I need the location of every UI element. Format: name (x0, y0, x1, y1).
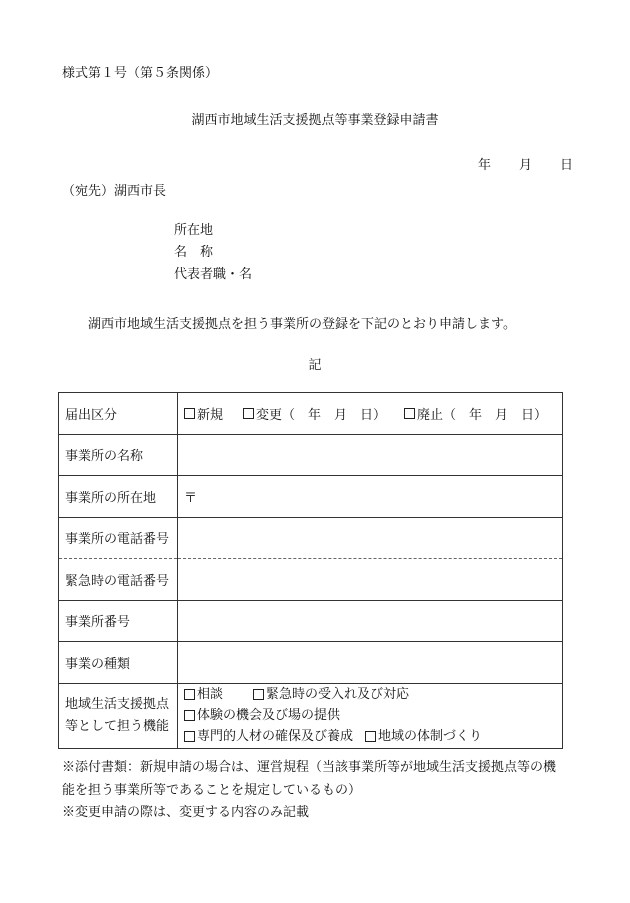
form-number: 様式第１号（第５条関係） (62, 66, 219, 81)
table-row (59, 559, 563, 601)
date-year-label: 年 (478, 158, 492, 173)
office-name-label: 事業所の名称 (59, 434, 178, 476)
table-row (59, 393, 563, 435)
emergency-phone-field[interactable] (178, 559, 563, 601)
intro-text: 湖西市地域生活支援拠点を担う事業所の登録を下記のとおり申請します。 (88, 317, 516, 332)
checkbox-icon[interactable] (253, 689, 264, 700)
table-row (59, 642, 563, 684)
postal-mark: 〒 (184, 490, 198, 506)
checkbox-icon[interactable] (184, 710, 195, 721)
notification-type-options (178, 393, 563, 435)
functions-options (178, 683, 563, 748)
option-consultation[interactable]: 相談 (184, 684, 223, 705)
checkbox-icon[interactable] (365, 731, 376, 742)
note-line-1: ※添付書類：新規申請の場合は、運営規程（当該事業所等が地域生活支援拠点等の機 (62, 760, 557, 775)
date-day-label: 日 (560, 158, 574, 173)
option-community[interactable]: 地域の体制づくり (365, 726, 482, 747)
option-experience[interactable]: 体験の機会及び場の提供 (184, 705, 340, 726)
office-address-label: 事業所の所在地 (59, 476, 178, 518)
office-address-field[interactable] (178, 476, 563, 518)
date-month-label: 月 (519, 158, 533, 173)
office-number-field[interactable] (178, 600, 563, 642)
checkbox-icon[interactable] (404, 408, 415, 419)
applicant-name-label: 名 称 (174, 245, 214, 260)
ki-heading: 記 (308, 358, 322, 373)
notification-type-label: 届出区分 (59, 393, 178, 435)
applicant-block (174, 220, 252, 286)
table-row (59, 434, 563, 476)
note-line-2: 能を担う事業所等であることを規定しているもの） (62, 782, 362, 798)
addressee: （宛先）湖西市長 (62, 184, 167, 199)
checkbox-icon[interactable] (184, 408, 195, 419)
checkbox-icon[interactable] (184, 689, 195, 700)
checkbox-icon[interactable] (243, 408, 254, 419)
applicant-representative-label: 代表者職・名 (174, 267, 253, 282)
option-abolish[interactable]: 廃止（ 年 月 日） (404, 404, 547, 423)
application-table (58, 392, 563, 749)
date-fields (478, 154, 573, 173)
office-phone-label: 事業所の電話番号 (59, 517, 178, 559)
office-number-label: 事業所番号 (59, 600, 178, 642)
office-name-field[interactable] (178, 434, 563, 476)
table-row (59, 683, 563, 748)
office-phone-field[interactable] (178, 517, 563, 559)
table-row (59, 600, 563, 642)
note-line-3: ※変更申請の際は、変更する内容のみ記載 (62, 805, 310, 820)
option-emergency-acceptance[interactable]: 緊急時の受入れ及び対応 (253, 684, 409, 705)
notes-block (62, 757, 556, 825)
business-type-field[interactable] (178, 642, 563, 684)
option-new[interactable]: 新規 (184, 404, 223, 423)
emergency-phone-label: 緊急時の電話番号 (59, 559, 178, 601)
checkbox-icon[interactable] (184, 731, 195, 742)
table-row (59, 517, 563, 559)
functions-label: 地域生活支援拠点 等として担う機能 (59, 683, 178, 748)
option-change[interactable]: 変更（ 年 月 日） (243, 404, 386, 423)
document-title: 湖西市地域生活支援拠点等事業登録申請書 (191, 113, 439, 128)
business-type-label: 事業の種類 (59, 642, 178, 684)
option-specialist[interactable]: 専門的人材の確保及び養成 (184, 726, 353, 747)
table-row (59, 476, 563, 518)
applicant-address-label: 所在地 (174, 223, 214, 238)
